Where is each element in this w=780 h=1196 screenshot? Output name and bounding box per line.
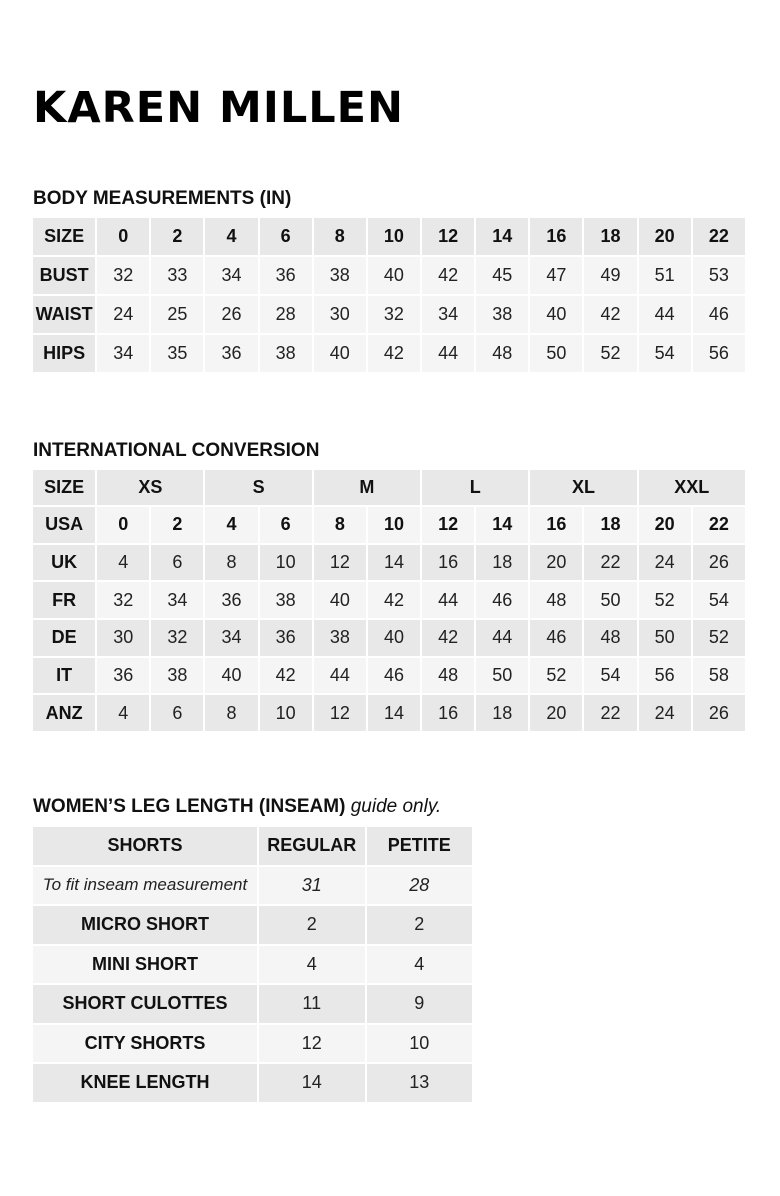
region-label: DE <box>33 620 95 656</box>
table-header-row <box>33 827 472 865</box>
size-cell: 46 <box>476 582 528 618</box>
regular-inseam-cell: 11 <box>259 985 364 1023</box>
international-conversion-table <box>31 468 747 733</box>
size-cell: 46 <box>530 620 582 656</box>
region-label: UK <box>33 545 95 581</box>
size-column-header: 8 <box>314 218 366 255</box>
size-cell: 8 <box>205 695 257 731</box>
measurement-cell: 56 <box>693 335 745 372</box>
size-cell: 50 <box>639 620 691 656</box>
measurement-cell: 36 <box>205 335 257 372</box>
size-cell: 10 <box>368 507 420 543</box>
measurement-cell: 53 <box>693 257 745 294</box>
size-cell: 16 <box>422 695 474 731</box>
size-cell: 38 <box>314 620 366 656</box>
size-column-header: 20 <box>639 218 691 255</box>
size-group-header: M <box>314 470 420 505</box>
size-cell: 16 <box>422 545 474 581</box>
size-cell: 8 <box>314 507 366 543</box>
table-row <box>33 1064 472 1102</box>
measurement-cell: 34 <box>97 335 149 372</box>
size-cell: 26 <box>693 695 745 731</box>
leg-length-note: guide only. <box>350 796 442 817</box>
measurement-cell: 46 <box>693 296 745 333</box>
measurement-cell: 42 <box>368 335 420 372</box>
size-cell: 42 <box>260 658 312 694</box>
measurement-cell: 35 <box>151 335 203 372</box>
shorts-style-label: SHORT CULOTTES <box>33 985 257 1023</box>
shorts-style-label: To fit inseam measurement <box>33 867 257 905</box>
size-header: SIZE <box>33 218 95 255</box>
table-row <box>33 545 745 581</box>
size-cell: 42 <box>368 582 420 618</box>
size-cell: 16 <box>530 507 582 543</box>
size-cell: 4 <box>205 507 257 543</box>
size-column-header: 12 <box>422 218 474 255</box>
measurement-cell: 38 <box>314 257 366 294</box>
size-cell: 10 <box>260 695 312 731</box>
measurement-cell: 40 <box>530 296 582 333</box>
petite-inseam-cell: 28 <box>367 867 473 905</box>
size-cell: 52 <box>639 582 691 618</box>
table-row <box>33 620 745 656</box>
size-group-header: L <box>422 470 528 505</box>
region-label: FR <box>33 582 95 618</box>
brand-logo: KAREN MILLEN <box>33 83 404 133</box>
measurement-cell: 34 <box>205 257 257 294</box>
size-group-header: XXL <box>639 470 745 505</box>
size-cell: 12 <box>314 545 366 581</box>
size-cell: 6 <box>151 545 203 581</box>
size-cell: 20 <box>639 507 691 543</box>
measurement-cell: 33 <box>151 257 203 294</box>
regular-inseam-cell: 2 <box>259 906 364 944</box>
petite-inseam-cell: 4 <box>367 946 473 984</box>
size-cell: 36 <box>260 620 312 656</box>
size-cell: 36 <box>205 582 257 618</box>
size-cell: 58 <box>693 658 745 694</box>
size-group-header: XL <box>530 470 636 505</box>
size-cell: 48 <box>584 620 636 656</box>
table-row <box>33 906 472 944</box>
shorts-style-label: MINI SHORT <box>33 946 257 984</box>
measurement-cell: 28 <box>260 296 312 333</box>
row-label: BUST <box>33 257 95 294</box>
region-label: USA <box>33 507 95 543</box>
size-cell: 40 <box>368 620 420 656</box>
body-measurements-table <box>31 216 747 374</box>
measurement-cell: 51 <box>639 257 691 294</box>
measurement-cell: 44 <box>639 296 691 333</box>
size-cell: 22 <box>584 695 636 731</box>
size-cell: 20 <box>530 695 582 731</box>
size-cell: 18 <box>584 507 636 543</box>
measurement-cell: 52 <box>584 335 636 372</box>
measurement-cell: 26 <box>205 296 257 333</box>
size-column-header: 22 <box>693 218 745 255</box>
size-column-header: 10 <box>368 218 420 255</box>
petite-inseam-cell: 2 <box>367 906 473 944</box>
column-header: SHORTS <box>33 827 257 865</box>
measurement-cell: 48 <box>476 335 528 372</box>
size-cell: 56 <box>639 658 691 694</box>
petite-inseam-cell: 9 <box>367 985 473 1023</box>
size-cell: 2 <box>151 507 203 543</box>
size-cell: 24 <box>639 545 691 581</box>
size-column-header: 6 <box>260 218 312 255</box>
size-cell: 44 <box>422 582 474 618</box>
size-cell: 20 <box>530 545 582 581</box>
regular-inseam-cell: 4 <box>259 946 364 984</box>
table-row <box>33 335 745 372</box>
measurement-cell: 40 <box>368 257 420 294</box>
measurement-cell: 25 <box>151 296 203 333</box>
table-row <box>33 658 745 694</box>
size-column-header: 4 <box>205 218 257 255</box>
size-cell: 4 <box>97 545 149 581</box>
measurement-cell: 24 <box>97 296 149 333</box>
column-header: PETITE <box>367 827 473 865</box>
measurement-cell: 45 <box>476 257 528 294</box>
size-cell: 44 <box>314 658 366 694</box>
measurement-cell: 36 <box>260 257 312 294</box>
measurement-cell: 32 <box>368 296 420 333</box>
measurement-cell: 44 <box>422 335 474 372</box>
row-label: WAIST <box>33 296 95 333</box>
size-cell: 40 <box>205 658 257 694</box>
measurement-cell: 49 <box>584 257 636 294</box>
size-cell: 30 <box>97 620 149 656</box>
measurement-cell: 47 <box>530 257 582 294</box>
size-cell: 18 <box>476 545 528 581</box>
leg-length-title <box>33 796 441 818</box>
table-row <box>33 867 472 905</box>
size-cell: 38 <box>151 658 203 694</box>
size-cell: 38 <box>260 582 312 618</box>
size-cell: 50 <box>476 658 528 694</box>
shorts-style-label: KNEE LENGTH <box>33 1064 257 1102</box>
size-cell: 26 <box>693 545 745 581</box>
table-row <box>33 695 745 731</box>
leg-length-heading: WOMEN’S LEG LENGTH (INSEAM) <box>33 796 346 817</box>
size-cell: 54 <box>584 658 636 694</box>
measurement-cell: 42 <box>584 296 636 333</box>
size-column-header: 0 <box>97 218 149 255</box>
region-label: ANZ <box>33 695 95 731</box>
size-cell: 34 <box>151 582 203 618</box>
region-label: IT <box>33 658 95 694</box>
leg-length-table <box>31 825 474 1104</box>
shorts-style-label: CITY SHORTS <box>33 1025 257 1063</box>
table-row <box>33 257 745 294</box>
size-cell: 34 <box>205 620 257 656</box>
size-cell: 14 <box>368 545 420 581</box>
size-column-header: 18 <box>584 218 636 255</box>
size-cell: 44 <box>476 620 528 656</box>
measurement-cell: 54 <box>639 335 691 372</box>
size-cell: 22 <box>584 545 636 581</box>
size-group-header: S <box>205 470 311 505</box>
size-cell: 14 <box>476 507 528 543</box>
table-row <box>33 507 745 543</box>
table-row <box>33 985 472 1023</box>
table-row <box>33 946 472 984</box>
size-cell: 8 <box>205 545 257 581</box>
regular-inseam-cell: 14 <box>259 1064 364 1102</box>
measurement-cell: 32 <box>97 257 149 294</box>
size-cell: 6 <box>260 507 312 543</box>
size-cell: 50 <box>584 582 636 618</box>
size-cell: 32 <box>151 620 203 656</box>
size-column-header: 14 <box>476 218 528 255</box>
measurement-cell: 30 <box>314 296 366 333</box>
petite-inseam-cell: 10 <box>367 1025 473 1063</box>
size-cell: 12 <box>314 695 366 731</box>
measurement-cell: 40 <box>314 335 366 372</box>
size-cell: 4 <box>97 695 149 731</box>
international-conversion-title: INTERNATIONAL CONVERSION <box>33 440 320 461</box>
size-cell: 46 <box>368 658 420 694</box>
size-cell: 48 <box>530 582 582 618</box>
size-cell: 18 <box>476 695 528 731</box>
size-cell: 52 <box>530 658 582 694</box>
measurement-cell: 38 <box>260 335 312 372</box>
regular-inseam-cell: 12 <box>259 1025 364 1063</box>
size-cell: 36 <box>97 658 149 694</box>
table-row <box>33 582 745 618</box>
table-header-row <box>33 218 745 255</box>
size-cell: 52 <box>693 620 745 656</box>
measurement-cell: 50 <box>530 335 582 372</box>
row-label: HIPS <box>33 335 95 372</box>
size-cell: 14 <box>368 695 420 731</box>
size-cell: 0 <box>97 507 149 543</box>
measurement-cell: 42 <box>422 257 474 294</box>
size-cell: 48 <box>422 658 474 694</box>
petite-inseam-cell: 13 <box>367 1064 473 1102</box>
regular-inseam-cell: 31 <box>259 867 364 905</box>
size-cell: 6 <box>151 695 203 731</box>
size-cell: 10 <box>260 545 312 581</box>
shorts-style-label: MICRO SHORT <box>33 906 257 944</box>
column-header: REGULAR <box>259 827 364 865</box>
size-cell: 12 <box>422 507 474 543</box>
size-header: SIZE <box>33 470 95 505</box>
table-row <box>33 1025 472 1063</box>
size-group-header: XS <box>97 470 203 505</box>
size-cell: 32 <box>97 582 149 618</box>
size-column-header: 16 <box>530 218 582 255</box>
size-cell: 40 <box>314 582 366 618</box>
measurement-cell: 38 <box>476 296 528 333</box>
measurement-cell: 34 <box>422 296 474 333</box>
size-column-header: 2 <box>151 218 203 255</box>
size-cell: 24 <box>639 695 691 731</box>
table-row <box>33 296 745 333</box>
size-group-row <box>33 470 745 505</box>
size-cell: 54 <box>693 582 745 618</box>
size-cell: 22 <box>693 507 745 543</box>
size-cell: 42 <box>422 620 474 656</box>
body-measurements-title: BODY MEASUREMENTS (IN) <box>33 188 292 209</box>
